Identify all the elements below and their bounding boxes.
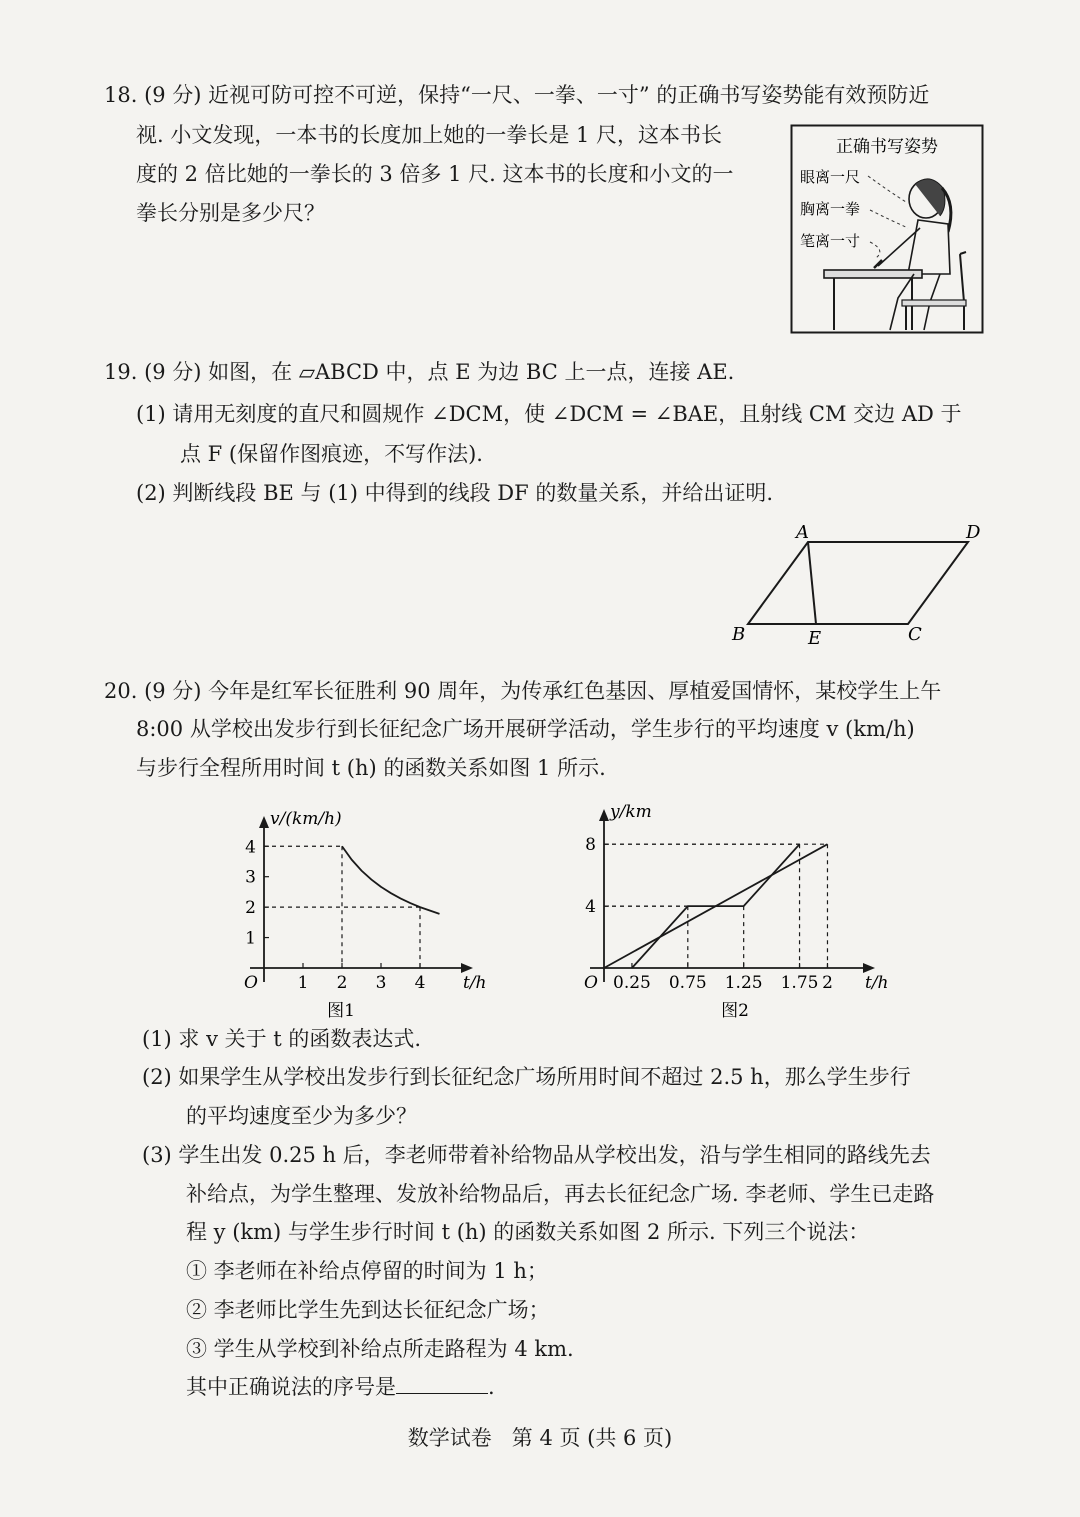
q20-sub-3: (3) 学生出发 0.25 h 后，李老师带着补给物品从学校出发，沿与学生相同的路线先去 [142, 1143, 931, 1167]
series-line-1 [342, 846, 440, 914]
q20-sub-2-cont: 的平均速度至少为多少？ [186, 1104, 417, 1128]
q20-line-1: 20. (9 分) 今年是红军长征胜利 90 周年，为传承红色基因、厚植爱国情怀，某校学生上午 [104, 679, 942, 703]
segment-ae [808, 542, 816, 624]
y-axis-label: v/(km/h) [270, 809, 342, 829]
x-tick-label: 1.75 [780, 973, 819, 993]
q18-line-3: 度的 2 倍比她的一拳长的 3 倍多 1 尺. 这本书的长度和小文的一 [136, 162, 734, 186]
answer-blank[interactable] [396, 1373, 488, 1394]
answer-period: . [488, 1375, 495, 1399]
origin-label: O [244, 973, 258, 993]
x-axis-label: t/h [865, 973, 889, 993]
y-tick-label: 2 [245, 898, 256, 919]
q20-statement-2: ② 李老师比学生先到达长征纪念广场； [186, 1298, 550, 1322]
series-line-2 [632, 844, 800, 968]
q20-statement-1: ① 李老师在补给点停留的时间为 1 h； [186, 1259, 548, 1283]
desk [824, 270, 922, 278]
point-d: D [966, 522, 981, 543]
q19-line-4: (2) 判断线段 BE 与 (1) 中得到的线段 DF 的数量关系，并给出证明. [136, 481, 774, 505]
posture-label-chest: 胸离一拳 [800, 200, 861, 218]
y-axis-arrow [599, 809, 609, 821]
y-tick-label: 4 [245, 837, 256, 858]
q20-answer-line [186, 1372, 495, 1402]
posture-title: 正确书写姿势 [836, 137, 938, 157]
y-tick-label: 3 [245, 867, 256, 888]
posture-label-eye: 眼离一尺 [800, 168, 861, 186]
point-b: B [732, 624, 746, 645]
q19-line-2: (1) 请用无刻度的直尺和圆规作 ∠DCM，使 ∠DCM = ∠BAE，且射线 CM 交边 AD 于 [136, 402, 962, 426]
x-tick-label: 4 [414, 973, 426, 993]
y-axis-arrow [259, 816, 269, 828]
q19-line-1: 19. (9 分) 如图，在 ▱ABCD 中，点 E 为边 BC 上一点，连接 AE. [104, 360, 735, 384]
x-tick-label: 3 [375, 973, 387, 993]
x-tick-label: 0.25 [613, 973, 651, 993]
answer-prompt: 其中正确说法的序号是 [186, 1375, 396, 1399]
x-tick-label: 2 [336, 973, 348, 993]
q20-sub-1: (1) 求 v 关于 t 的函数表达式. [142, 1027, 422, 1051]
footer-page-number: 第 4 页 (共 6 页) [511, 1426, 673, 1450]
x-axis-label: t/h [463, 973, 487, 993]
page-footer [0, 1422, 1080, 1452]
y-tick-label: 8 [585, 835, 596, 856]
x-axis-arrow [863, 963, 875, 973]
parallelogram-figure [720, 518, 1000, 650]
y-tick-label: 1 [245, 928, 256, 949]
q20-line-2: 8:00 从学校出发步行到长征纪念广场开展研学活动，学生步行的平均速度 v (km/h) [136, 717, 915, 741]
point-c: C [908, 624, 922, 645]
q20-line-3: 与步行全程所用时间 t (h) 的函数关系如图 1 所示. [136, 756, 606, 780]
q20-sub-2: (2) 如果学生从学校出发步行到长征纪念广场所用时间不超过 2.5 h，那么学生步行 [142, 1065, 911, 1089]
point-e: E [808, 628, 822, 649]
y-axis-label: y/km [610, 802, 652, 822]
q18-line-1: 18. (9 分) 近视可防可控不可逆，保持“一尺、一拳、一寸” 的正确书写姿势能有效预防近 [104, 83, 930, 107]
x-axis-arrow [461, 963, 473, 973]
q18-line-4: 拳长分别是多少尺？ [136, 201, 325, 225]
footer-subject: 数学试卷 [407, 1426, 492, 1450]
x-tick-label: 1.25 [724, 973, 763, 993]
q20-sub-3-cont-2: 程 y (km) 与学生步行时间 t (h) 的函数关系如图 2 所示. 下列三个说法： [186, 1220, 870, 1244]
x-tick-label: 2 [822, 973, 833, 993]
y-tick-label: 4 [585, 897, 596, 918]
q20-statement-3: ③ 学生从学校到补给点所走路程为 4 km. [186, 1337, 574, 1361]
chart-figure-1 [228, 790, 487, 1021]
q18-line-2: 视. 小文发现，一本书的长度加上她的一拳长是 1 尺，这本书长 [136, 123, 723, 147]
q20-sub-3-cont-1: 补给点，为学生整理、发放补给物品后，再去长征纪念广场. 李老师、学生已走路 [186, 1182, 935, 1206]
x-tick-label: 1 [297, 973, 309, 993]
point-a: A [796, 522, 809, 543]
q19-line-3: 点 F (保留作图痕迹，不写作法). [180, 442, 483, 466]
posture-label-pen: 笔离一寸 [800, 232, 861, 250]
chart-caption: 图2 [721, 1001, 749, 1021]
origin-label: O [584, 973, 598, 993]
x-tick-label: 0.75 [668, 973, 707, 993]
parallelogram-abcd [748, 542, 968, 624]
writing-posture-figure [790, 124, 984, 334]
chart-caption: 图1 [327, 1001, 355, 1021]
chart-figure-2 [574, 790, 894, 1020]
